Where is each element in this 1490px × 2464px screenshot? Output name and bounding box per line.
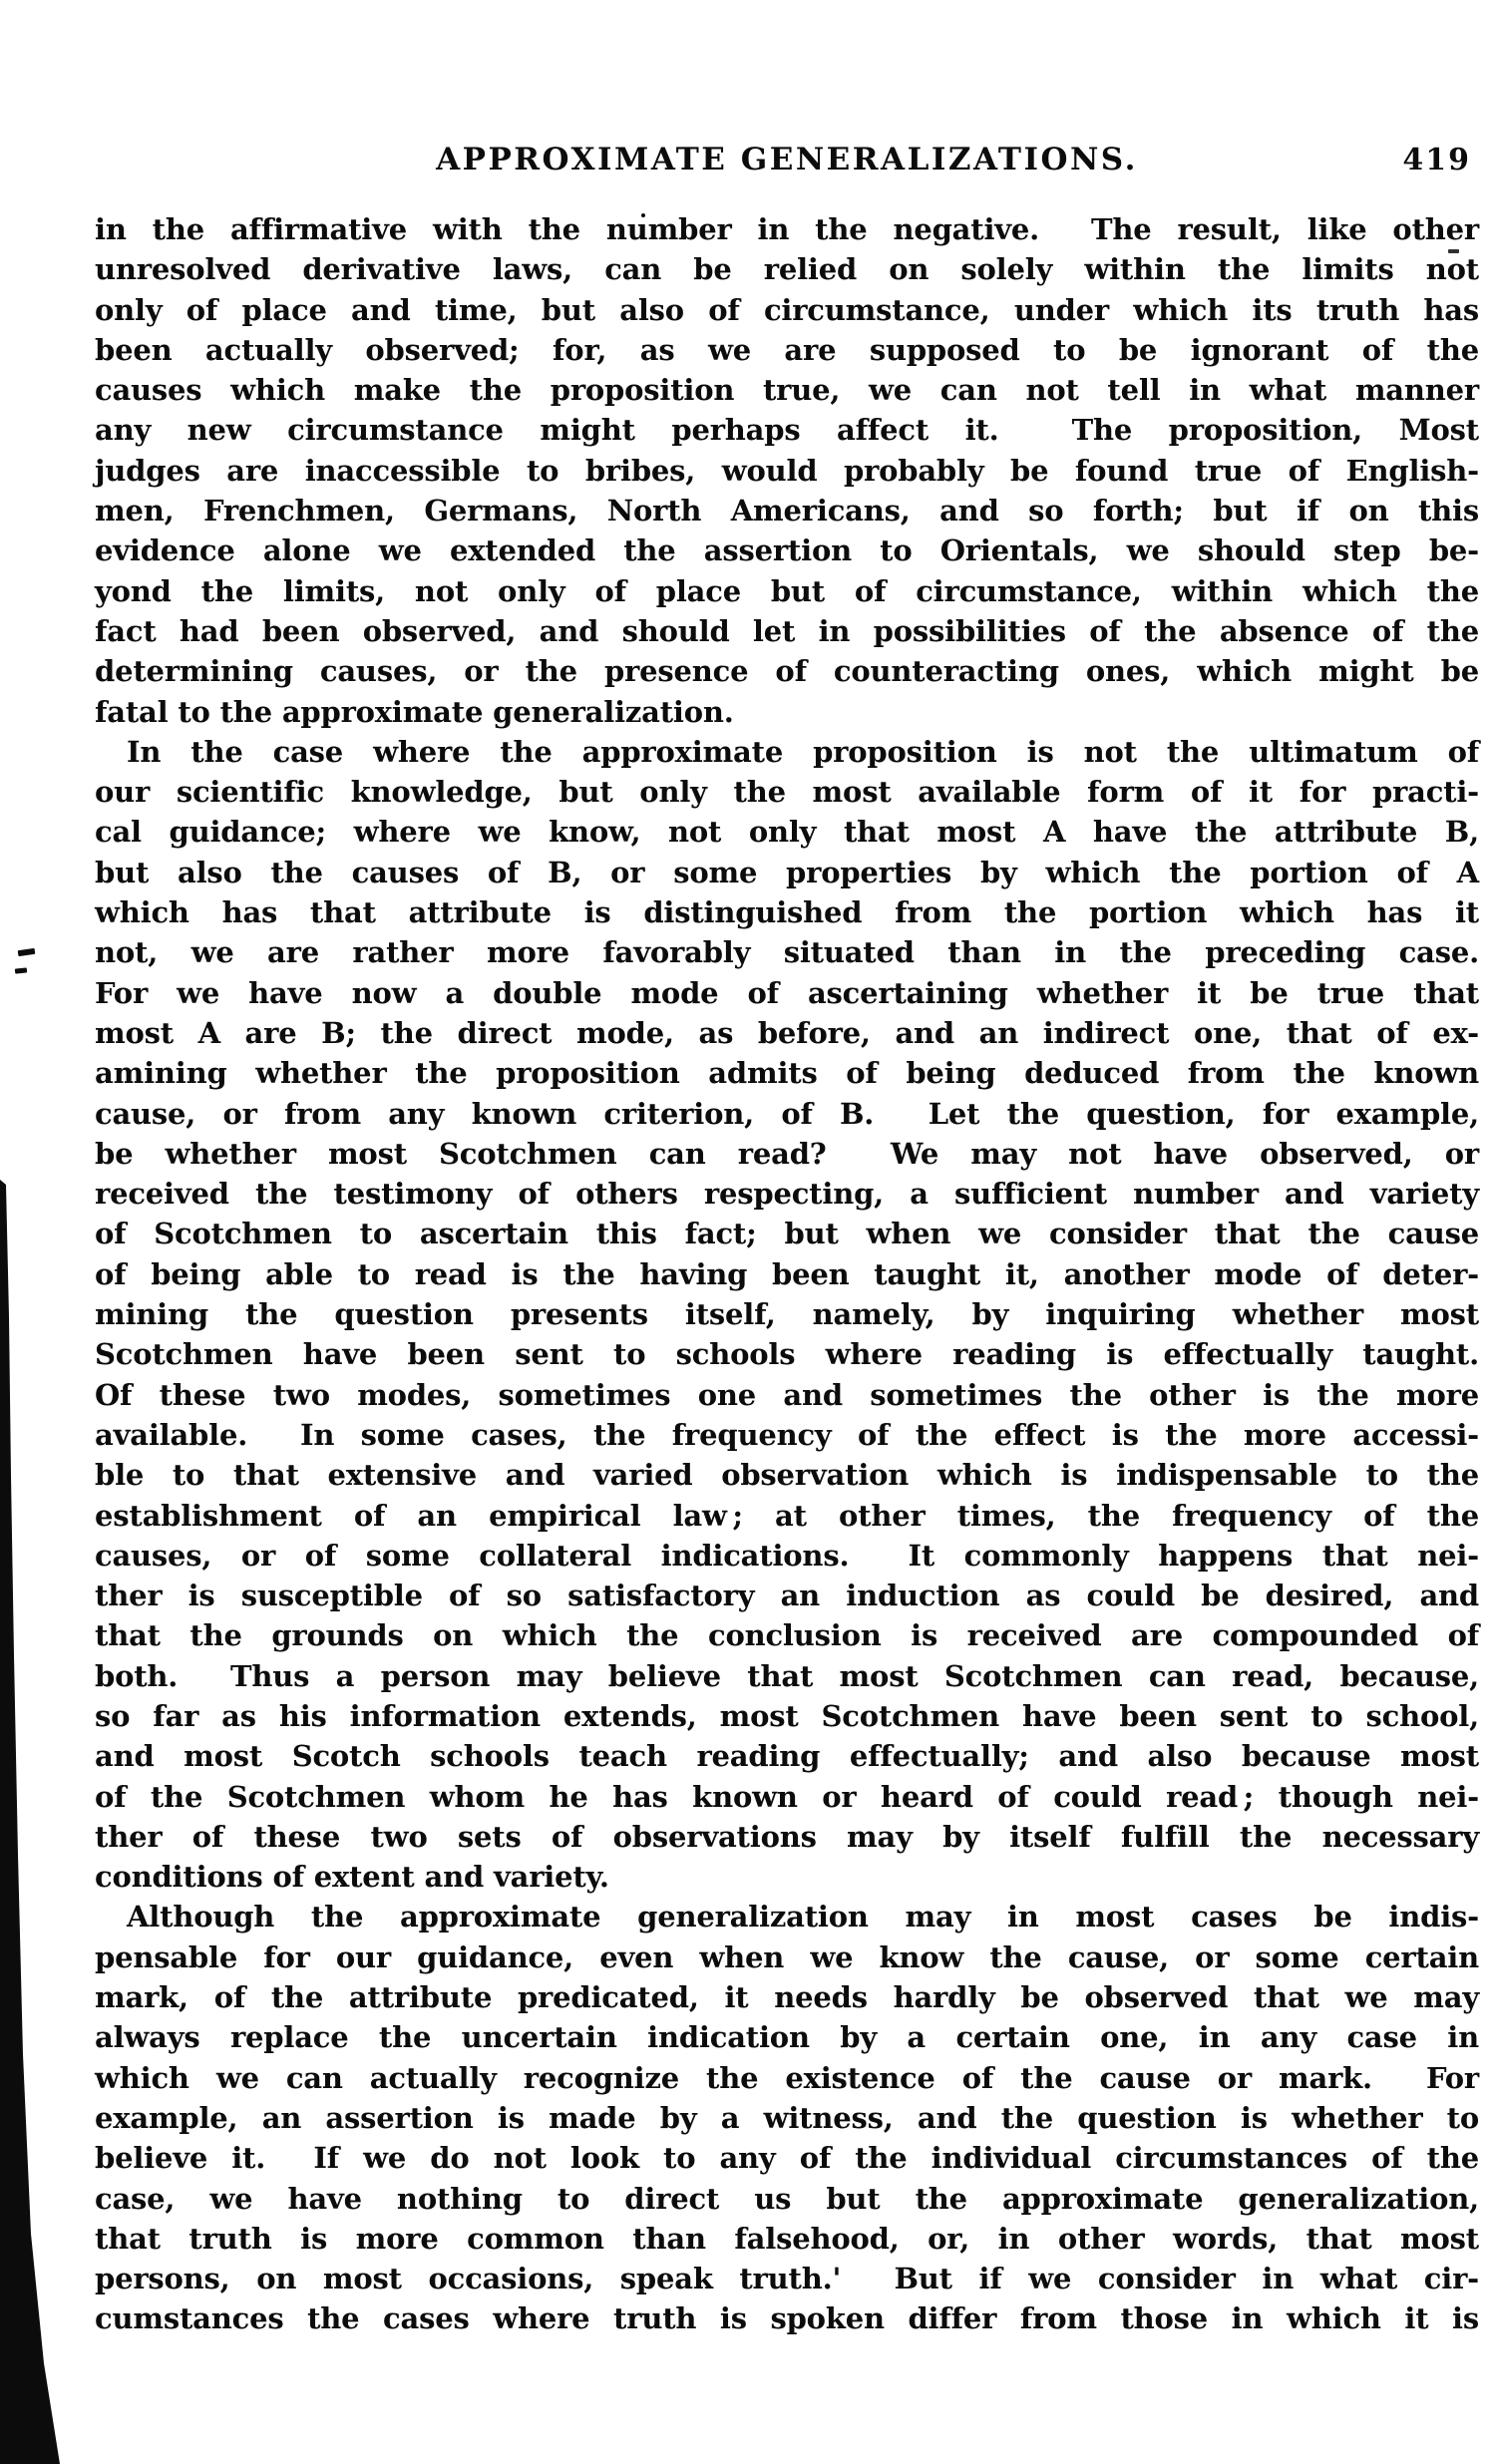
- text-line: example, an assertion is made by a witness, and the question is whether to: [95, 2100, 1479, 2135]
- text-line: but also the causes of B, or some properties by which the portion of A: [95, 855, 1479, 889]
- text-line: causes, or of some collateral indications. It commonly happens that nei-: [95, 1538, 1479, 1573]
- text-line: pensable for our guidance, even when we know the cause, or some certain: [95, 1939, 1479, 1974]
- text-block: [95, 209, 1479, 2339]
- text-line: always replace the uncertain indication by a certain one, in any case in: [95, 2020, 1479, 2055]
- text-line: ther of these two sets of observations may by itself fulfill the necessary: [95, 1819, 1479, 1854]
- text-line: both. Thus a person may believe that most Scotchmen can read, because,: [95, 1658, 1479, 1693]
- text-line: case, we have nothing to direct us but the approximate generalization,: [95, 2181, 1479, 2216]
- text-line: that the grounds on which the conclusion is received are compounded of: [95, 1618, 1479, 1653]
- text-line: and most Scotch schools teach reading effectually; and also because most: [95, 1739, 1479, 1774]
- text-line: which has that attribute is distinguished from the portion which has it: [95, 895, 1479, 930]
- text-line: most A are B; the direct mode, as before, and an indirect one, that of ex-: [95, 1015, 1479, 1050]
- text-line: only of place and time, but also of circumstance, under which its truth has: [95, 292, 1479, 327]
- text-line: evidence alone we extended the assertion to Orientals, we should step be-: [95, 533, 1479, 568]
- text-line: In the case where the approximate proposition is not the ultimatum of: [127, 734, 1479, 769]
- text-line: our scientific knowledge, but only the most available form of it for practi-: [95, 775, 1479, 810]
- text-line: causes which make the proposition true, we can not tell in what manner: [95, 373, 1479, 408]
- text-line: received the testimony of others respecting, a sufficient number and variety: [95, 1177, 1479, 1212]
- text-line: cause, or from any known criterion, of B. Let the question, for example,: [95, 1096, 1479, 1131]
- text-line: men, Frenchmen, Germans, North Americans, and so forth; but if on this: [95, 494, 1479, 528]
- page-header: [95, 142, 1479, 185]
- text-line: conditions of extent and variety.: [95, 1860, 609, 1895]
- running-head: APPROXIMATE GENERALIZATIONS.: [436, 142, 1138, 177]
- text-line: ther is susceptible of so satisfactory an induction as could be desired, and: [95, 1579, 1479, 1613]
- text-line: fatal to the approximate generalization.: [95, 694, 734, 729]
- page-number: 419: [1402, 143, 1471, 177]
- text-line: cumstances the cases where truth is spoken differ from those in which it is: [95, 2301, 1479, 2336]
- text-line: not, we are rather more favorably situated than in the preceding case.: [95, 935, 1479, 970]
- text-line: which we can actually recognize the existence of the cause or mark. For: [95, 2060, 1479, 2095]
- text-line: For we have now a double mode of ascertaining whether it be true that: [95, 975, 1479, 1010]
- text-line: fact had been observed, and should let in possibilities of the absence of the: [95, 613, 1479, 648]
- text-line: ble to that extensive and varied observation which is indispensable to the: [95, 1458, 1479, 1493]
- text-line: that truth is more common than falsehood, or, in other words, that most: [95, 2221, 1479, 2256]
- text-line: Scotchmen have been sent to schools where reading is effectually taught.: [95, 1337, 1479, 1372]
- text-line: yond the limits, not only of place but of circumstance, within which the: [95, 573, 1479, 608]
- text-line: mark, of the attribute predicated, it needs hardly be observed that we may: [95, 1980, 1479, 2015]
- text-line: amining whether the proposition admits of being deduced from the known: [95, 1056, 1479, 1091]
- scan-gutter-shadow: [0, 0, 70, 2464]
- text-line: mining the question presents itself, namely, by inquiring whether most: [95, 1297, 1479, 1332]
- text-line: of Scotchmen to ascertain this fact; but when we consider that the cause: [95, 1217, 1479, 1251]
- text-line: Of these two modes, sometimes one and sometimes the other is the more: [95, 1377, 1479, 1412]
- text-line: of the Scotchmen whom he has known or heard of could read ; though nei-: [95, 1779, 1479, 1814]
- text-line: establishment of an empirical law ; at other times, the frequency of the: [95, 1498, 1479, 1533]
- text-line: determining causes, or the presence of counteracting ones, which might be: [95, 654, 1479, 689]
- text-line: been actually observed; for, as we are supposed to be ignorant of the: [95, 332, 1479, 367]
- text-line: judges are inaccessible to bribes, would probably be found true of English-: [95, 453, 1479, 488]
- text-line: Although the approximate generalization may in most cases be indis-: [127, 1900, 1479, 1935]
- text-line: in the affirmative with the number in the negative. The result, like other: [95, 212, 1479, 246]
- text-line: cal guidance; where we know, not only that most A have the attribute B,: [95, 815, 1479, 850]
- text-line: unresolved derivative laws, can be relied on solely within the limits not: [95, 252, 1479, 287]
- text-line: of being able to read is the having been taught it, another mode of deter-: [95, 1256, 1479, 1291]
- text-line: persons, on most occasions, speak truth.' But if we consider in what cir-: [95, 2262, 1479, 2296]
- text-line: available. In some cases, the frequency of the effect is the more accessi-: [95, 1417, 1479, 1452]
- text-line: believe it. If we do not look to any of the individual circumstances of the: [95, 2141, 1479, 2176]
- text-line: so far as his information extends, most Scotchmen have been sent to school,: [95, 1698, 1479, 1733]
- text-line: any new circumstance might perhaps affect it. The proposition, Most: [95, 413, 1479, 448]
- ink-speck: [18, 948, 36, 956]
- ink-speck: [15, 967, 27, 973]
- text-line: be whether most Scotchmen can read? We may not have observed, or: [95, 1136, 1479, 1171]
